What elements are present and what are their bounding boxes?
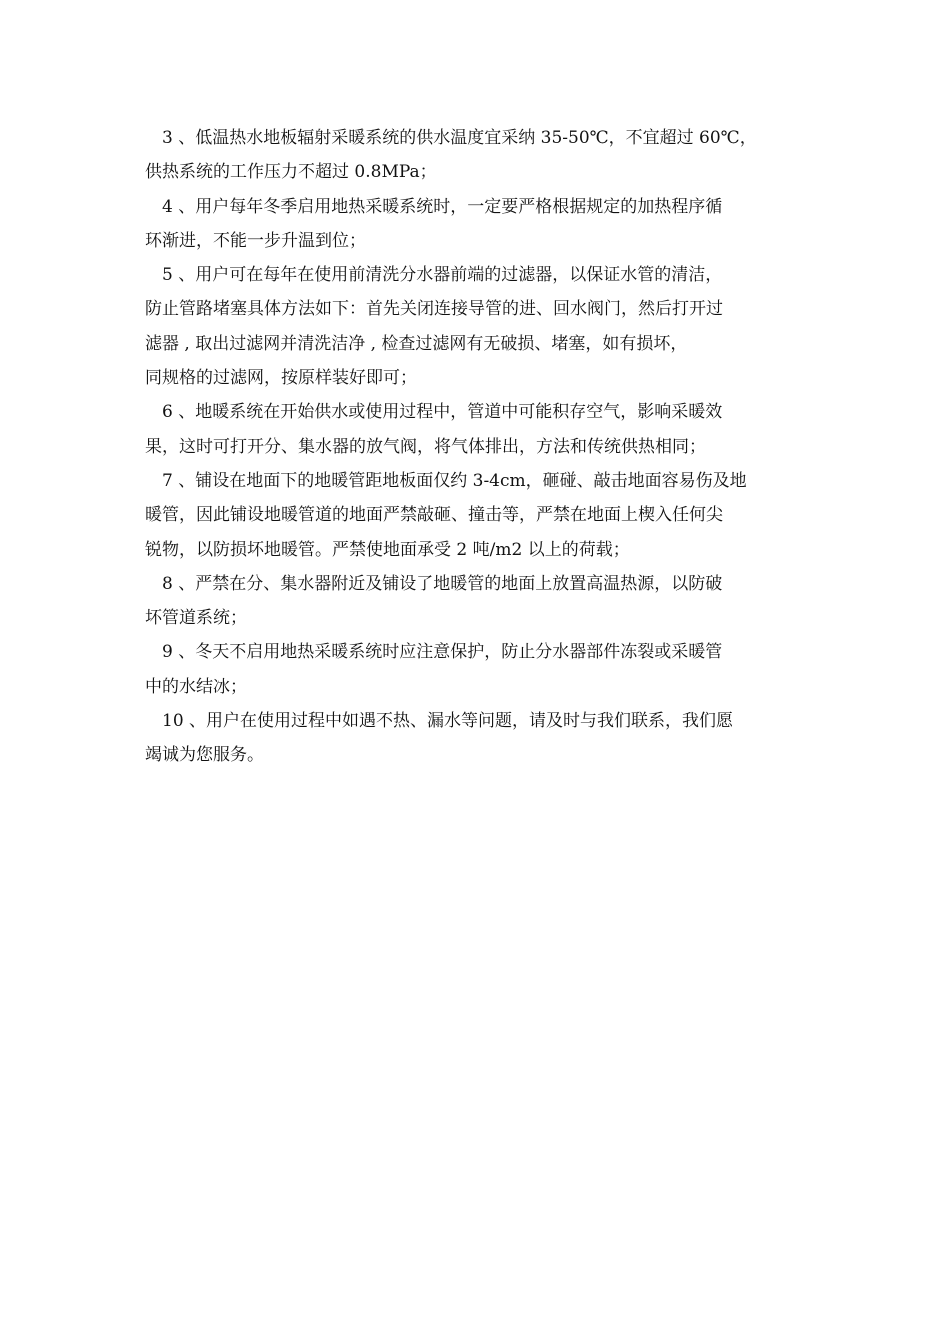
paragraph-item-8 [145,567,810,636]
paragraph-line: 8 、严禁在分、集水器附近及铺设了地暖管的地面上放置高温热源，以防破 [162,573,723,594]
paragraph-line: 果，这时可打开分、集水器的放气阀，将气体排出，方法和传统供热相同； [145,436,706,457]
paragraph-line: 暖管，因此铺设地暖管道的地面严禁敲砸、撞击等，严禁在地面上楔入任何尖 [145,505,723,526]
paragraph-item-7 [145,464,810,567]
paragraph-line: 10 、用户在使用过程中如遇不热、漏水等问题，请及时与我们联系，我们愿 [162,711,734,732]
paragraph-line: 3 、低温热水地板辐射采暖系统的供水温度宜采纳 35-50℃，不宜超过 60℃， [162,128,757,148]
paragraph-line: 6 、地暖系统在开始供水或使用过程中，管道中可能积存空气，影响采暖效 [162,402,723,423]
paragraph-line: 坏管道系统； [145,608,247,629]
paragraph-line: 7 、铺设在地面下的地暖管距地板面仅约 3-4cm，砸碰、敲击地面容易伤及地 [162,470,747,491]
paragraph-item-5 [145,258,810,395]
paragraph-line: 供热系统的工作压力不超过 0.8MPa； [145,162,437,183]
paragraph-line: 锐物，以防损坏地暖管。严禁使地面承受 2 吨/m2 以上的荷载； [145,539,630,560]
paragraph-line: 防止管路堵塞具体方法如下：首先关闭连接导管的进、回水阀门，然后打开过 [145,299,723,320]
paragraph-line: 竭诚为您服务。 [145,745,264,766]
paragraph-item-10 [145,704,810,773]
paragraph-item-6 [145,395,810,464]
paragraph-line: 同规格的过滤网，按原样装好即可； [145,368,417,389]
paragraph-line: 4 、用户每年冬季启用地热采暖系统时，一定要严格根据规定的加热程序循 [162,196,723,217]
paragraph-item-4 [145,190,810,259]
paragraph-line: 中的水结冰； [145,676,247,697]
paragraph-line: 5 、用户可在每年在使用前清洗分水器前端的过滤器，以保证水管的清洁， [162,265,723,286]
paragraph-item-9 [145,635,810,704]
paragraph-line: 滤器 , 取出过滤网并清洗洁净 , 检查过滤网有无破损、堵塞，如有损坏， [145,333,688,354]
paragraph-line: 9 、冬天不启用地热采暖系统时应注意保护，防止分水器部件冻裂或采暖管 [162,642,723,663]
document-body [145,121,810,773]
paragraph-item-3 [145,121,810,190]
paragraph-line: 环渐进，不能一步升温到位； [145,230,366,251]
